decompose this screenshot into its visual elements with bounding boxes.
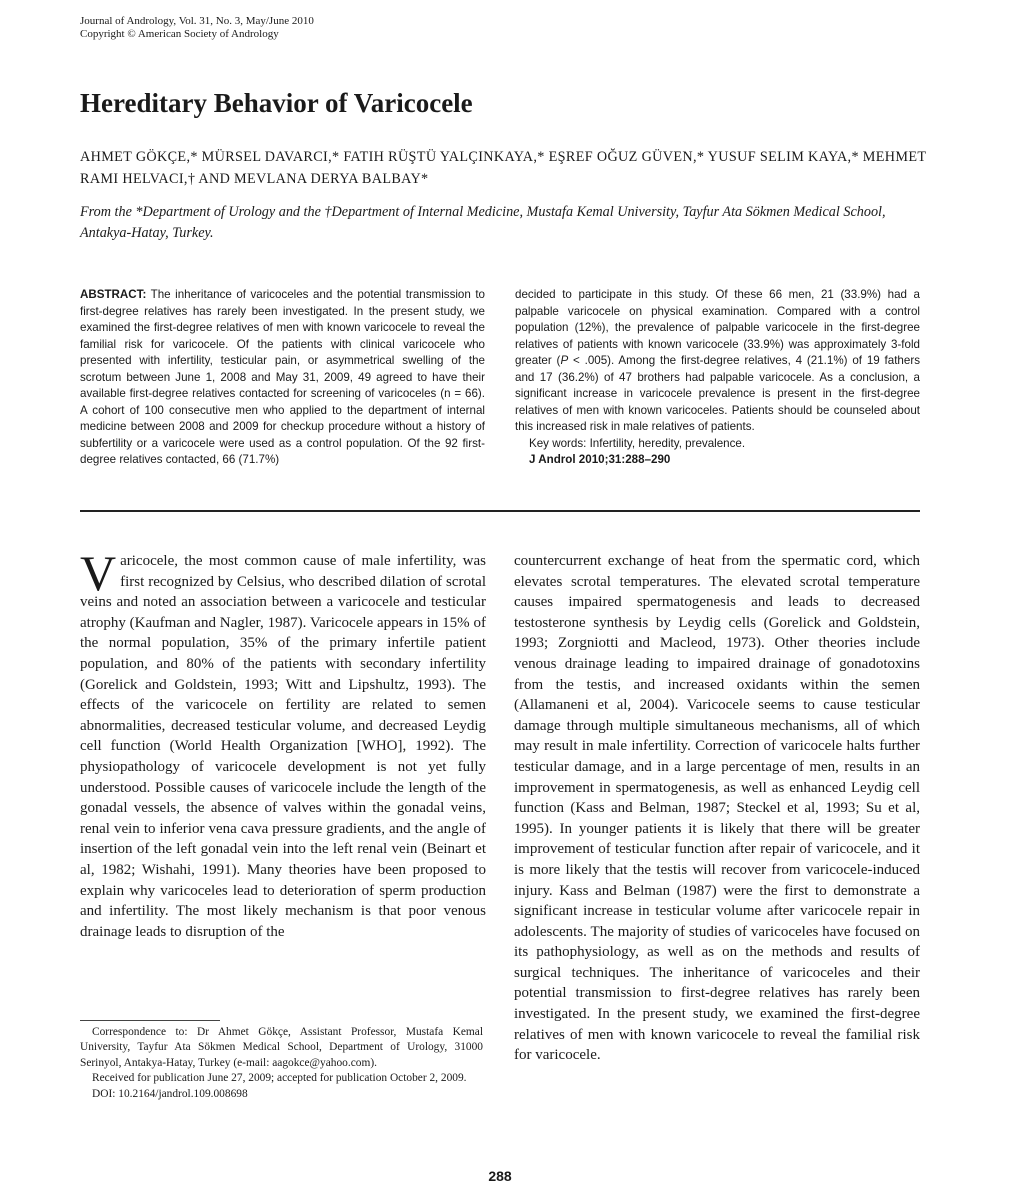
author-list: AHMET GÖKÇE,* MÜRSEL DAVARCI,* FATIH RÜŞTÜ YALÇINKAYA,* EŞREF OĞUZ GÜVEN,* YUSUF SELIM KAYA,* MEHMET RAMI HELVACI,† AND MEVLANA DERYA BALBAY* xyxy=(80,149,927,187)
abstract-right-column xyxy=(515,287,920,469)
article-title: Hereditary Behavior of Varicocele xyxy=(80,88,473,118)
affiliation: From the *Department of Urology and the †Department of Internal Medicine, Mustafa Kemal University, Tayfur Ata Sökmen Medical School, Antakya-Hatay, Turkey. xyxy=(80,204,886,241)
abstract-left-column xyxy=(80,287,485,469)
citation: J Androl 2010;31:288–290 xyxy=(529,453,671,466)
journal-header xyxy=(80,15,314,41)
abstract-heading: ABSTRACT: xyxy=(80,288,147,301)
body-left-column xyxy=(80,545,486,942)
footnotes xyxy=(80,1025,483,1102)
journal-citation-line: Journal of Andrology, Vol. 31, No. 3, May/June 2010 xyxy=(80,15,314,27)
section-divider xyxy=(80,510,920,512)
page-number: 288 xyxy=(488,1168,512,1184)
abstract-text-right: decided to participate in this study. Of these 66 men, 21 (33.9%) had a palpable varicocele on physical examination. Compared with a control population (12%), the prevalence of palpable varicocele in the first-degree relatives of patients with known varicocele (33.9%) was approximately 3-fold greater ( xyxy=(515,288,920,367)
doi-note: DOI: 10.2164/jandrol.109.008698 xyxy=(92,1087,248,1100)
footnote-divider xyxy=(80,1020,220,1021)
p-value-symbol: P xyxy=(560,354,569,367)
body-right-column xyxy=(514,551,920,1066)
correspondence-note: Correspondence to: Dr Ahmet Gökçe, Assistant Professor, Mustafa Kemal University, Tayfur Ata Sökmen Medical School, Department of Urology, 31000 Serinyol, Antakya-Hatay, Turkey (e-mail: aagokce@yahoo.com). xyxy=(80,1026,483,1069)
keywords: Key words: Infertility, heredity, prevalence. xyxy=(529,436,746,450)
drop-cap: V xyxy=(80,545,117,601)
received-note: Received for publication June 27, 2009; accepted for publication October 2, 2009. xyxy=(92,1072,467,1085)
body-text-left: aricocele, the most common cause of male infertility, was first recognized by Celsius, who described dilation of scrotal veins and noted an association between a varicocele and testicular atrophy (Kaufman and Nagler, 1987). Varicocele appears in 15% of the normal population, 35% of the primary infertile patient population, and 80% of the patients with secondary infertility (Gorelick and Goldstein, 1993; Witt and Lipshultz, 1993). The effects of the varicocele on fertility are related to semen abnormalities, decreased testicular volume, and decreased Leydig cell function (World Health Organization [WHO], 1992). The physiopathology of varicocele development is not yet fully understood. Possible causes of varicocele include the length of the gonadal vessels, the absence of valves within the gonadal veins, renal vein to inferior vena cava pressure gradients, and the angle of insertion of the left gonadal vein into the left renal vein (Beinart et al, 1982; Wishahi, 1991). Many theories have been proposed to explain why varicoceles lead to deterioration of sperm production and infertility. The most likely mechanism is that poor venous drainage leads to disruption of the xyxy=(80,553,486,940)
abstract-text-right-cont: < .005). Among the first-degree relatives, 4 (21.1%) of 19 fathers and 17 (36.2%) of 47 brothers had palpable varicocele. As a conclusion, a significant increase in varicocele prevalence is present in the first-degree relatives of men with known varicoceles. Patients should be counseled about this increased risk in male relatives of patients. xyxy=(515,354,920,433)
body-text-right: countercurrent exchange of heat from the spermatic cord, which elevates scrotal temperatures. The elevated scrotal temperature causes impaired spermatogenesis and leads to decreased testosterone synthesis by Leydig cells (Gorelick and Goldstein, 1993; Zorgniotti and Macleod, 1973). Other theories include venous drainage leading to impaired drainage of gonadotoxins from the testis, and increased oxidants within the semen (Allamaneni et al, 2004). Varicocele seems to cause testicular damage through multiple simultaneous mechanisms, all of which may result in male infertility. Correction of varicocele halts further testicular damage, and in a large percentage of men, results in an improvement in spermatogenesis, as well as enhanced Leydig cell function (Kass and Belman, 1987; Steckel et al, 1993; Su et al, 1995). In younger patients it is likely that there will be greater improvement of testicular function after repair of varicocele, and it is more likely that the testis will recover from varicocele-induced injury. Kass and Belman (1987) were the first to demonstrate a significant increase in testicular volume after varicocele repair in adolescents. The majority of studies of varicoceles have focused on its pathophysiology, as well as on the methods and results of surgical techniques. The inheritance of varicoceles and their potential transmission to first-degree relatives has rarely been investigated. In the present study, we examined the first-degree relatives of men with known varicocele to reveal the familial risk for varicocele. xyxy=(514,553,920,1064)
copyright-line: Copyright © American Society of Andrology xyxy=(80,28,279,40)
abstract-text-left: The inheritance of varicoceles and the potential transmission to first-degree relatives has rarely been investigated. In the present study, we examined the first-degree relatives of men with known varicocele to reveal the familial risk for varicocele. Of the patients with clinical varicocele who presented with infertility, testicular pain, or asymmetrical swelling of the scrotum between June 1, 2008 and May 31, 2009, 49 agreed to have their available first-degree relatives contacted for screening of varicoceles (n = 66). A cohort of 100 consecutive men who applied to the department of internal medicine between 2008 and 2009 for checkup procedure without a history of subfertility or a varicocele were used as a control population. Of the 92 first-degree relatives contacted, 66 (71.7%) xyxy=(80,288,485,466)
